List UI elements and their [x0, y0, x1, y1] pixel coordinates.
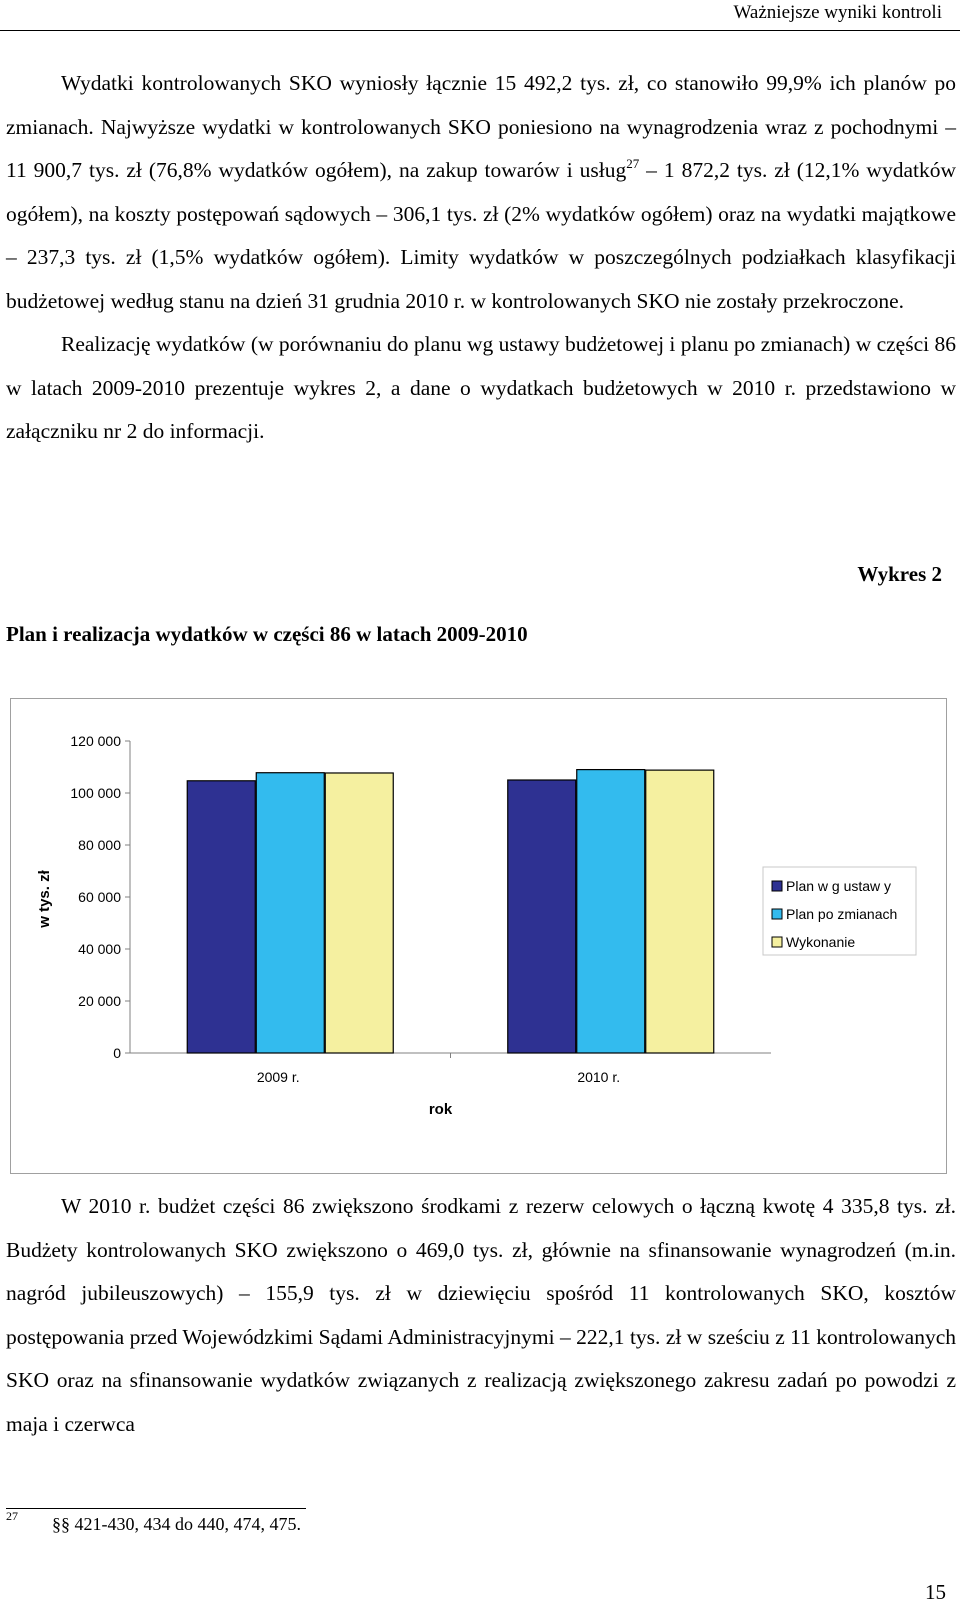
bar-3-2 — [646, 770, 714, 1053]
bar-1-2 — [508, 780, 576, 1053]
chart-label: Wykres 2 — [857, 562, 942, 586]
y-tick-label: 20 000 — [78, 993, 121, 1009]
y-axis-label: w tys. zł — [36, 870, 53, 928]
legend-label-1: Plan w g ustaw y — [786, 878, 892, 894]
bar-2-2 — [577, 770, 645, 1053]
bar-3-1 — [325, 773, 393, 1053]
paragraph-1-text: Wydatki kontrolowanych SKO wyniosły łącznie 15 492,2 tys. zł, co stanowiło 99,9% ich planów po zmianach. Najwyższe wydatki w kontrolowanych SKO poniesiono na wynagrodzenia wraz z pochodnymi – 11 900,7 tys. zł (76,8% wydatków ogółem), na zakup towarów i usług — [6, 71, 956, 182]
paragraph-1 — [6, 62, 956, 323]
x-axis-label: rok — [428, 1101, 453, 1118]
chart-title: Plan i realizacja wydatków w części 86 w latach 2009-2010 — [6, 622, 528, 646]
y-tick-label: 80 000 — [78, 837, 121, 853]
chart-frame — [10, 698, 947, 1174]
paragraph-1-rest: – 1 872,2 tys. zł (12,1% wydatków ogółem), na koszty postępowań sądowych – 306,1 tys. zł (2% wydatków ogółem) oraz na wydatki majątkowe – 237,3 tys. zł (1,5% wydatków ogółem). Limity wydatków w poszczególnych podziałkach klasyfikacji budżetowej według stanu na dzień 31 grudnia 2010 r. w kontrolowanych SKO nie zostały przekroczone. — [6, 158, 956, 313]
running-header: Ważniejsze wyniki kontroli — [733, 2, 942, 23]
bar-2-1 — [256, 773, 324, 1053]
y-tick-label: 60 000 — [78, 889, 121, 905]
footnote — [6, 1509, 301, 1535]
y-tick-label: 120 000 — [70, 733, 121, 749]
footnote-rule — [6, 1508, 306, 1509]
legend-swatch-2 — [772, 909, 782, 919]
paragraph-3: W 2010 r. budżet części 86 zwiększono środkami z rezerw celowych o łączną kwotę 4 335,8 tys. zł. Budżety kontrolowanych SKO zwiększono o 469,0 tys. zł, głównie na sfinansowanie wynagrodzeń (m.in. nagród jubileuszowych) – 155,9 tys. zł w dziewięciu spośród 11 kontrolowanych SKO, kosztów postępowania przed Wojewódzkimi Sądami Administracyjnymi – 222,1 tys. zł w sześciu z 11 kontrolowanych SKO oraz na sfinansowanie wydatków związanych z realizacją zwiększonego zakresu zadań po powodzi z maja i czerwca — [6, 1194, 956, 1436]
paragraph-2: Realizację wydatków (w porównaniu do planu wg ustawy budżetowej i planu po zmianach) w części 86 w latach 2009-2010 prezentuje wykres 2, a dane o wydatkach budżetowych w 2010 r. przedstawiono w załączniku nr 2 do informacji. — [6, 332, 956, 443]
footnote-marker: 27 — [6, 1509, 18, 1523]
bar-chart — [11, 699, 948, 1175]
legend-label-2: Plan po zmianach — [786, 906, 898, 922]
legend-label-3: Wykonanie — [786, 934, 856, 950]
legend-swatch-3 — [772, 937, 782, 947]
y-tick-label: 0 — [113, 1045, 121, 1061]
bar-1-1 — [187, 781, 255, 1053]
y-tick-label: 100 000 — [70, 785, 121, 801]
y-tick-label: 40 000 — [78, 941, 121, 957]
x-tick-label: 2010 r. — [577, 1069, 621, 1085]
legend-swatch-1 — [772, 881, 782, 891]
text-block-bottom — [6, 1185, 956, 1446]
footnote-ref: 27 — [626, 156, 640, 171]
text-block-top — [6, 62, 956, 454]
page-number: 15 — [925, 1580, 946, 1604]
footnote-text: §§ 421-430, 434 do 440, 474, 475. — [52, 1514, 301, 1534]
x-tick-label: 2009 r. — [256, 1069, 300, 1085]
header-rule — [0, 30, 960, 31]
